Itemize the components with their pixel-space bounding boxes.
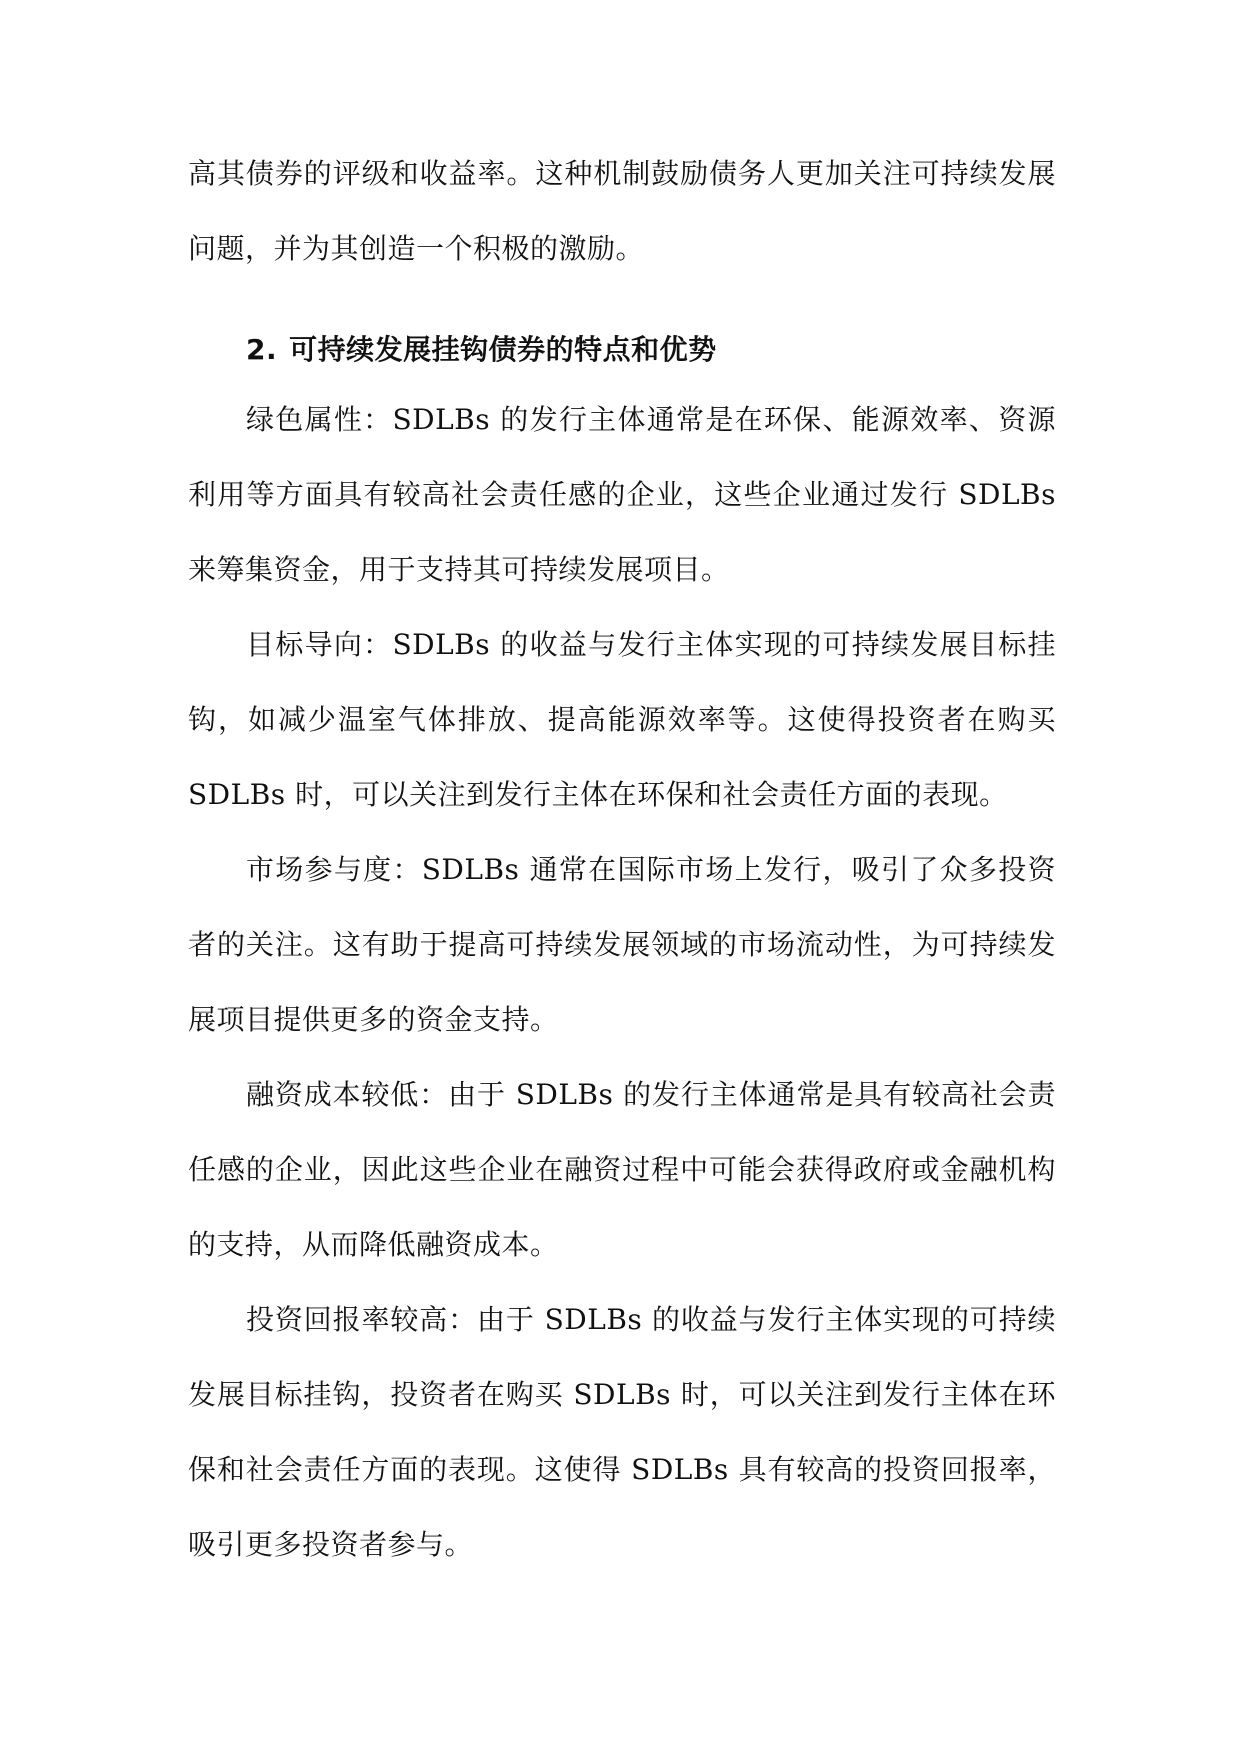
section-body bbox=[188, 382, 1056, 1582]
section-number: 2. bbox=[246, 333, 278, 366]
continued-paragraph: 高其债券的评级和收益率。这种机制鼓励债务人更加关注可持续发展问题，并为其创造一个积极的激励。 bbox=[188, 157, 1056, 265]
paragraph-goal-oriented: 目标导向：SDLBs 的收益与发行主体实现的可持续发展目标挂钩，如减少温室气体排放、提高能源效率等。这使得投资者在购买 SDLBs 时，可以关注到发行主体在环保和社会责任方面的表现。 bbox=[188, 628, 1056, 811]
section-title: 可持续发展挂钩债券的特点和优势 bbox=[289, 333, 717, 366]
paragraph-green-attribute: 绿色属性：SDLBs 的发行主体通常是在环保、能源效率、资源利用等方面具有较高社会责任感的企业，这些企业通过发行 SDLBs 来筹集资金，用于支持其可持续发展项目。 bbox=[188, 403, 1056, 586]
document-body bbox=[188, 136, 1056, 1582]
paragraph-market-participation: 市场参与度：SDLBs 通常在国际市场上发行，吸引了众多投资者的关注。这有助于提高可持续发展领域的市场流动性，为可持续发展项目提供更多的资金支持。 bbox=[188, 853, 1056, 1036]
paragraph-high-return: 投资回报率较高：由于 SDLBs 的收益与发行主体实现的可持续发展目标挂钩，投资者在购买 SDLBs 时，可以关注到发行主体在环保和社会责任方面的表现。这使得 SDLBs 具有较高的投资回报率，吸引更多投资者参与。 bbox=[188, 1303, 1056, 1561]
section-heading bbox=[188, 324, 1056, 376]
paragraph-low-financing-cost: 融资成本较低：由于 SDLBs 的发行主体通常是具有较高社会责任感的企业，因此这些企业在融资过程中可能会获得政府或金融机构的支持，从而降低融资成本。 bbox=[188, 1078, 1056, 1261]
